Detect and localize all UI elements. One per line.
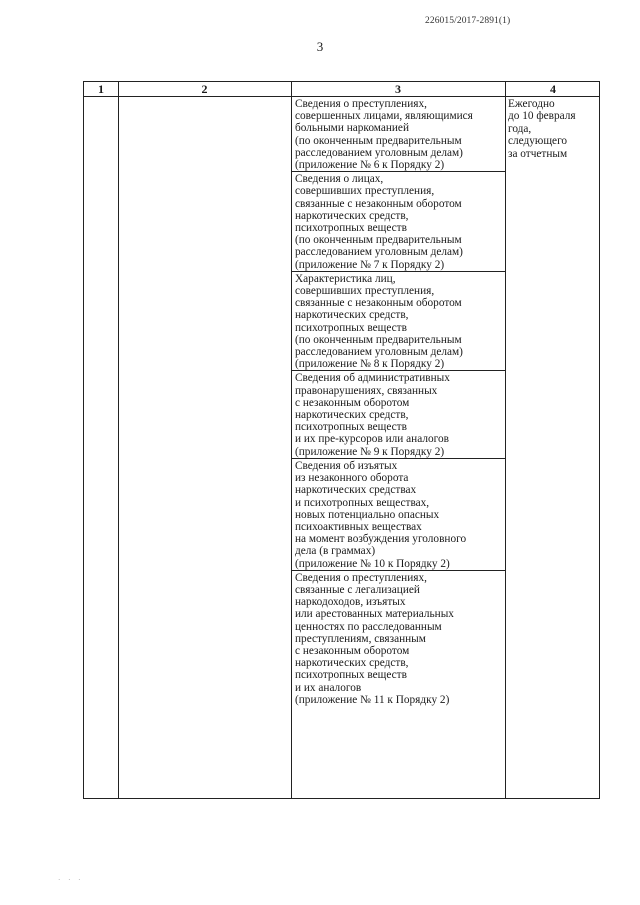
column-header-1: 1 xyxy=(98,82,104,96)
table-row: Характеристика лиц, совершивших преступления, связанные с незаконным оборотом наркотических средств, психотропных веществ (по оконченным предварительным расследованием уголовным делам) (приложение № 8 к Порядку 2) xyxy=(292,272,505,372)
deadline-cell: Ежегодно до 10 февраля года, следующего за отчетным xyxy=(508,98,576,160)
reporting-table xyxy=(83,81,600,799)
column-header-3: 3 xyxy=(395,82,401,96)
column-header-4: 4 xyxy=(550,82,556,96)
table-row: Сведения о лицах, совершивших преступления, связанные с незаконным оборотом наркотических средств, психотропных веществ (по оконченным предварительным расследованием уголовным делам) (приложение № 7 к Порядку 2) xyxy=(292,172,505,272)
column-header-2: 2 xyxy=(201,82,208,96)
document-id: 226015/2017-2891(1) xyxy=(425,16,511,26)
table-row: Сведения об административных правонарушениях, связанных с незаконным оборотом наркотических средств, психотропных веществ и их пре-курсоров или аналогов (приложение № 9 к Порядку 2) xyxy=(292,371,505,458)
page-number: 3 xyxy=(316,39,324,54)
table-row: Сведения о преступлениях, совершенных лицами, являющимися больными наркоманией (по оконченным предварительным расследованием уголовным делам) (приложение № 6 к Порядку 2) xyxy=(292,97,505,172)
scan-artifact: · · · xyxy=(58,876,84,884)
column-divider xyxy=(118,82,119,798)
table-row: Сведения об изъятых из незаконного оборота наркотических средствах и психотропных веществах, новых потенциально опасных психоактивных веществах на момент возбуждения уголовного дела (в граммах) (приложение № 10 к Порядку 2) xyxy=(292,459,505,571)
table-row: Сведения о преступлениях, связанные с легализацией наркодоходов, изъятых или арестованных материальных ценностях по расследованным преступлениям, связанным с незаконным оборотом наркотических средств, психотропных веществ и их аналогов (приложение № 11 к Порядку 2) xyxy=(295,571,454,706)
report-forms-column xyxy=(292,97,505,706)
column-divider xyxy=(505,82,506,798)
